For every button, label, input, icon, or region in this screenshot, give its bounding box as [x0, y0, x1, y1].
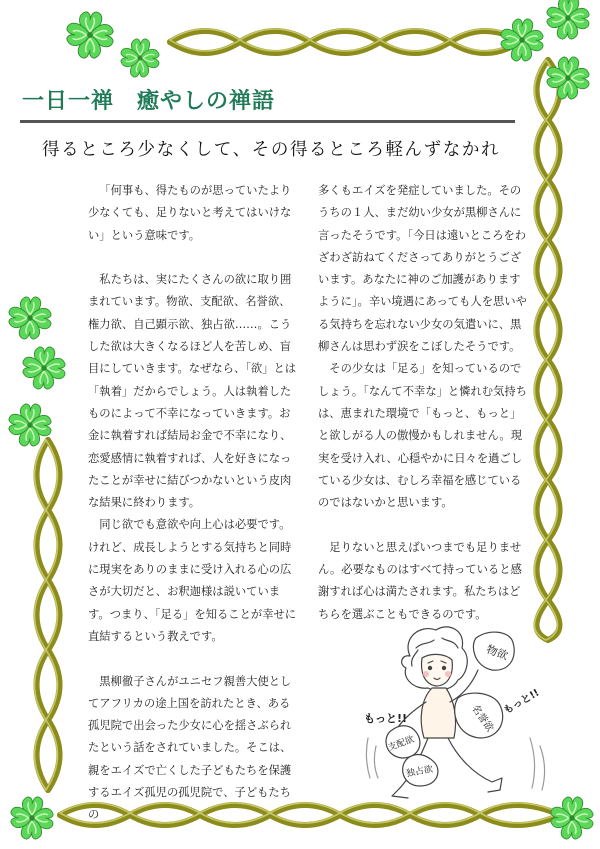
sack-label: 物欲: [484, 642, 510, 663]
sack-label: 独占欲: [405, 764, 434, 780]
shout-text: もっと!!: [502, 687, 542, 717]
sack-label: 名誉欲: [468, 703, 496, 735]
article-column-left: [88, 180, 300, 827]
clover-icon: [121, 39, 159, 77]
right-vine: [535, 60, 560, 640]
article-paragraph: 「何事も、得たものが思っていたより少なくても、足りないと考えてはいけない」という意味です。: [88, 184, 292, 242]
title-divider: [20, 120, 515, 123]
article-paragraph: 多くもエイズを発症していました。そのうちの１人、まだ幼い少女が黒柳さんに言ったそうです。「今日は遠いところをわざわざ訪ねてくださってありがとうございます。あなたに神のご加護がありますように」。辛い境遇にあっても人を思いやる気持ちを忘れない少女の気遣いに、黒柳さんは思わず涙をこぼしたそうです。: [318, 184, 527, 354]
clover-icon: [9, 297, 51, 339]
article-paragraph: 黒柳徹子さんがユニセフ親善大使としてアフリカの途上国を訪れたとき、ある孤児院で出会った少女に心を揺さぶられたという話をされていました。そこは、親をエイズで亡くした子どもたちを保護するエイズ孤児の孤児院で、子どもたちの: [88, 674, 292, 822]
clover-icon: [23, 347, 65, 389]
shout-text: もっと!!: [364, 712, 408, 725]
clover-icon: [11, 797, 53, 839]
clover-icon: [547, 0, 589, 39]
article-paragraph: 同じ欲でも意欲や向上心は必要です。けれど、成長しようとする気持ちと同時に現実をありのままに受け入れる心の広さが大切だと、お釈迦様は説いています。つまり、「足る」を知ることが幸せに直結するという教えです。: [88, 518, 297, 643]
clover-icon: [501, 19, 543, 61]
zen-phrase-heading: 得るところ少なくして、その得るところ軽んずなかれ: [42, 140, 501, 160]
article-paragraph: 足りないと思えばいつまでも足りません。必要なものはすべて持っていると感謝すれば心は満たされます。私たちはどちらを選ぶこともできるのです。: [318, 540, 522, 621]
top-vine: [170, 29, 520, 53]
girl-with-desires-illustration: [362, 618, 552, 818]
article-column-right: [318, 180, 530, 626]
clover-icon: [67, 12, 113, 58]
article-paragraph: その少女は「足る」を知っているのでしょう。「なんて不幸な」と憐れむ気持ちは、恵まれた環境で「もっと、もっと」と欲しがる人の傲慢かもしれません。現実を受け入れ、心穏やかに日々を過ごしている少女は、むしろ幸福を感じているのではないかと思います。: [318, 362, 527, 510]
left-vine: [35, 440, 60, 790]
clover-icon: [551, 797, 593, 839]
sack-label: 支配欲: [386, 734, 416, 754]
article-paragraph: 私たちは、実にたくさんの欲に取り囲まれています。物欲、支配欲、名誉欲、権力欲、自己顕示欲、独占欲……。こうした欲は大きくなるほど人を苦しめ、盲目にしていきます。なぜなら、「欲」とは「執着」だからでしょう。人は執着したものによって不幸になっていきます。お金に執着すれば結局お金で不幸になり、恋愛感情に執着すれば、人を好きになったことが幸せに結びつかないという皮肉な結果に終わります。: [88, 273, 297, 510]
page-title: 一日一禅 癒やしの禅語: [22, 89, 276, 114]
